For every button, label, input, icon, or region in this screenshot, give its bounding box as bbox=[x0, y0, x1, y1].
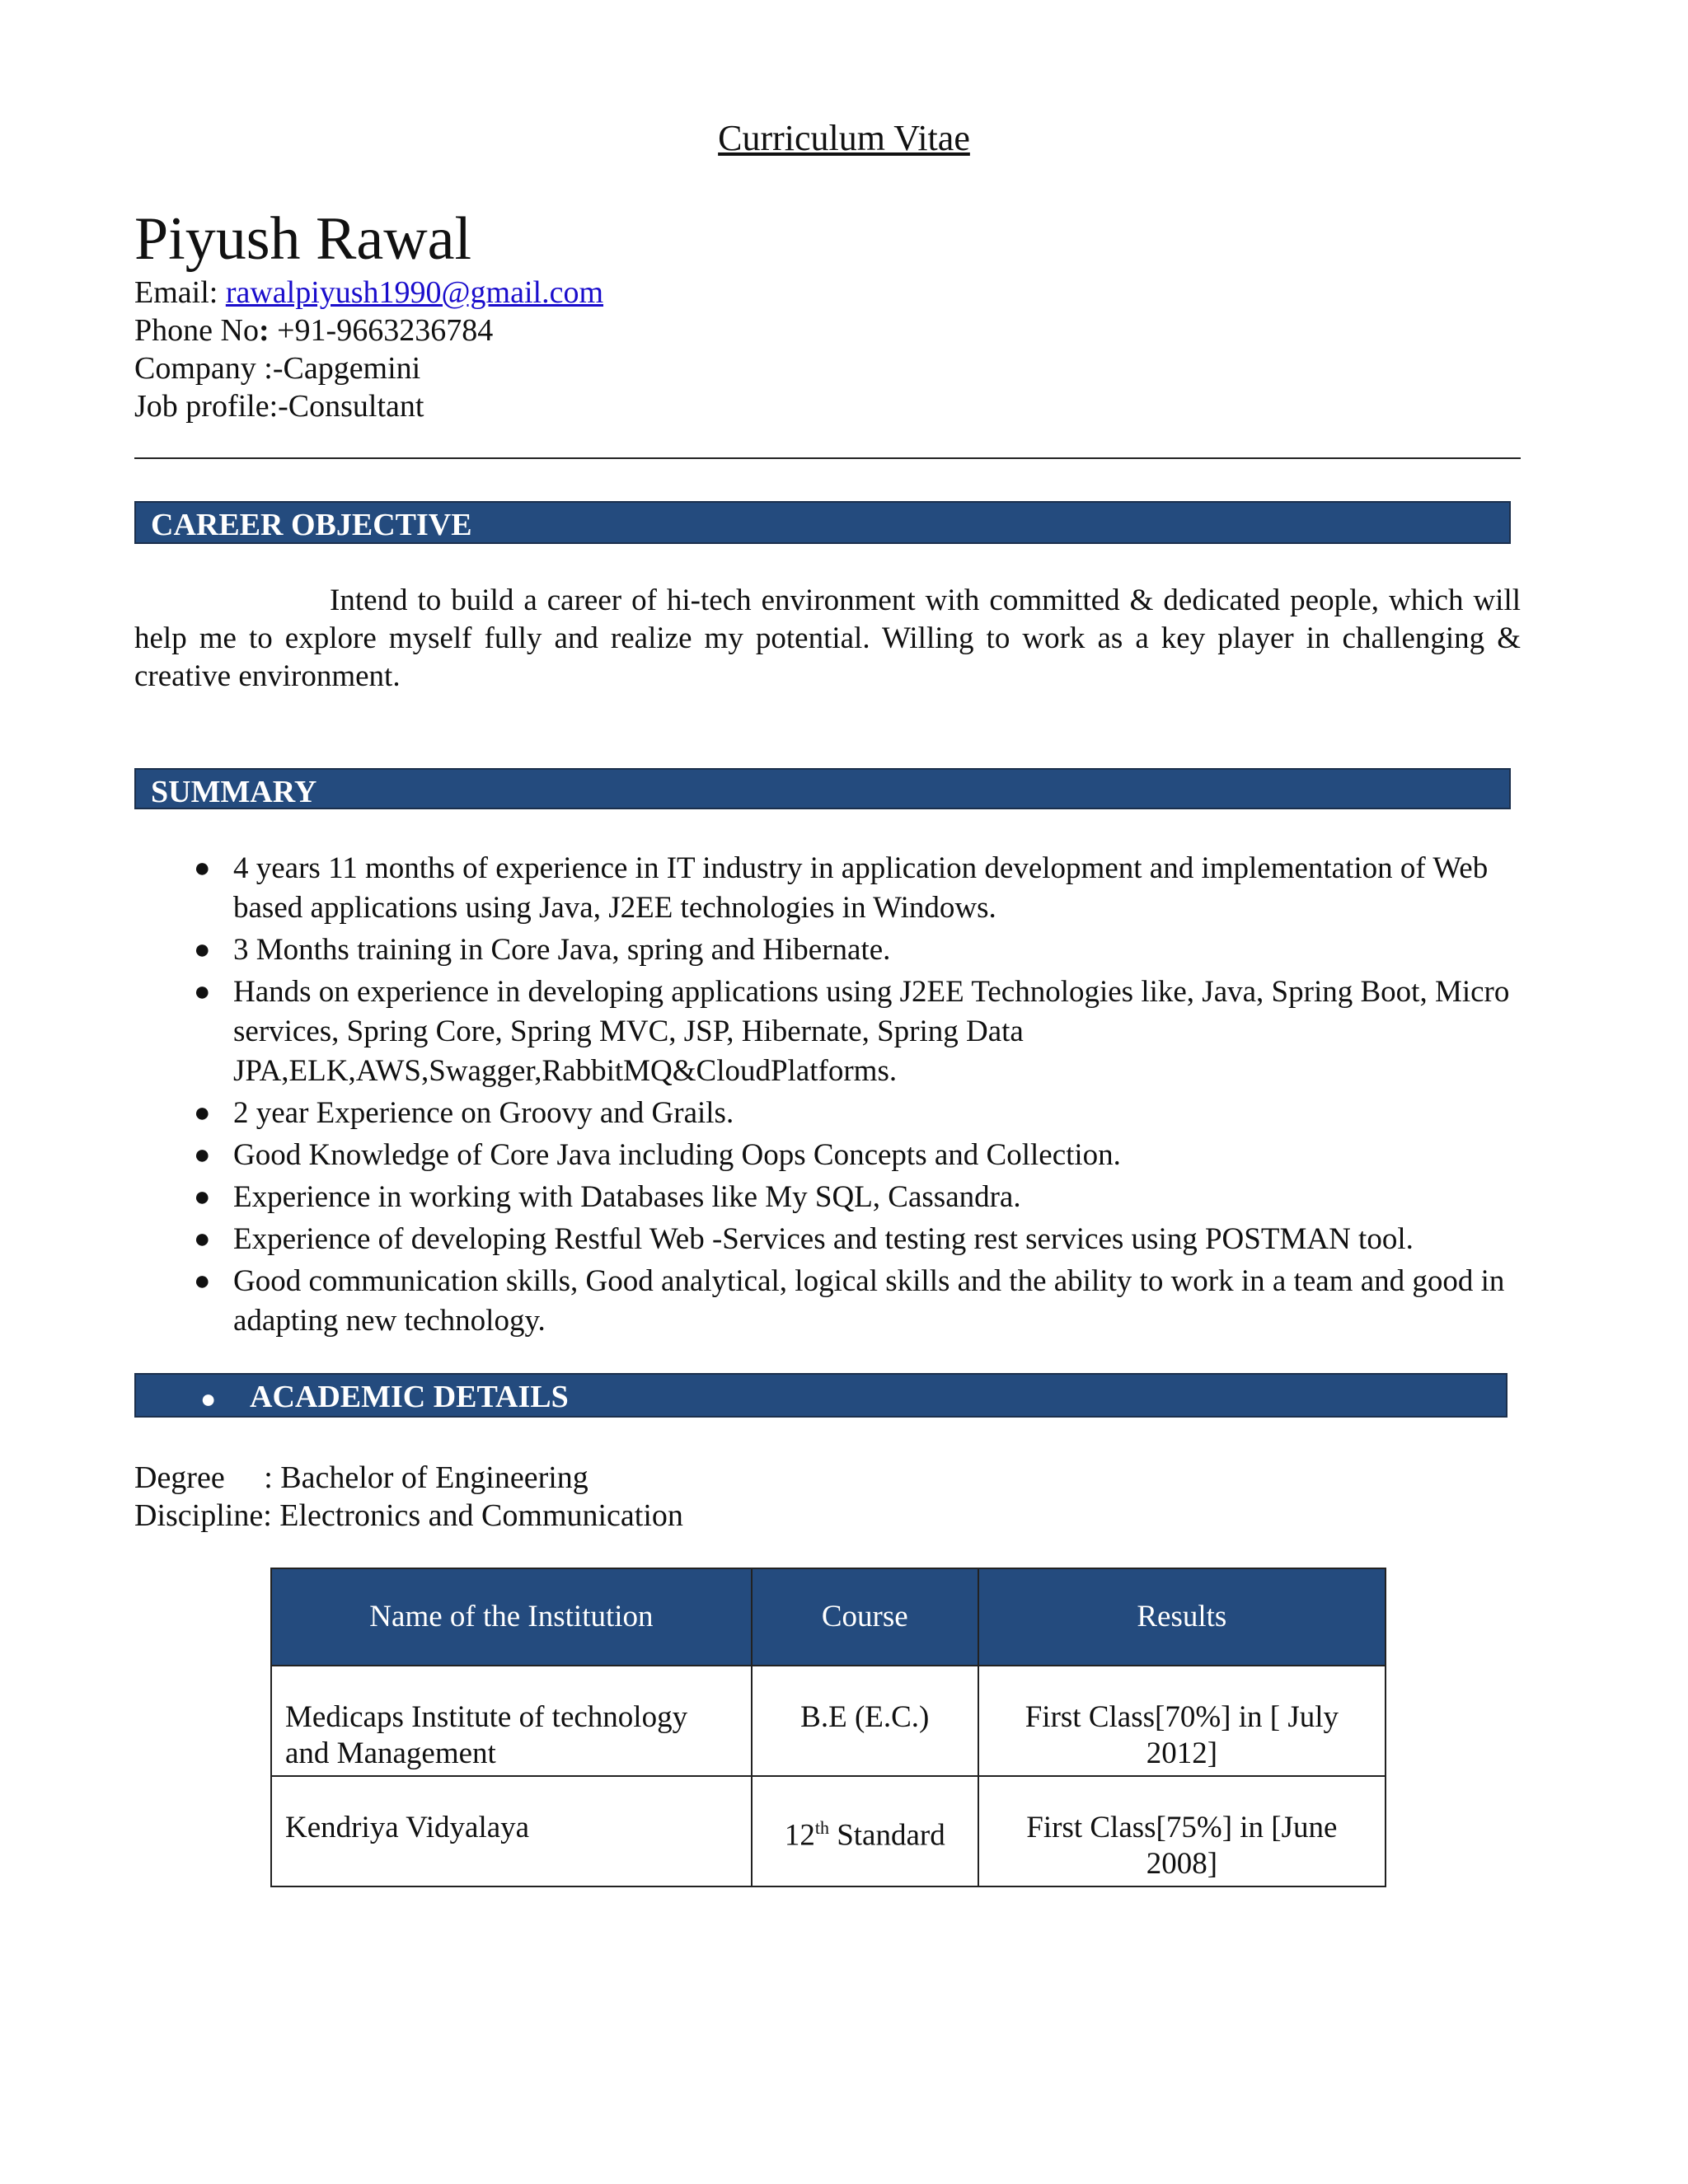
column-header-results: Results bbox=[978, 1568, 1386, 1666]
summary-title: SUMMARY bbox=[151, 775, 317, 809]
institution-cell: Kendriya Vidyalaya bbox=[271, 1776, 752, 1886]
academic-details-title: ACADEMIC DETAILS bbox=[250, 1380, 569, 1414]
result-cell: First Class[70%] in [ July 2012] bbox=[978, 1666, 1386, 1776]
list-item-text: Experience in working with Databases like My SQL, Cassandra. bbox=[233, 1180, 1021, 1214]
email-link[interactable]: rawalpiyush1990@gmail.com bbox=[225, 275, 604, 310]
job-profile-line: Job profile:-Consultant bbox=[134, 389, 424, 424]
list-item bbox=[134, 930, 1536, 970]
course-number: 12 bbox=[784, 1818, 815, 1853]
list-item bbox=[134, 1262, 1536, 1341]
company-line: Company :-Capgemini bbox=[134, 351, 421, 386]
phone-line bbox=[134, 312, 603, 349]
academic-details-heading bbox=[134, 1373, 1507, 1418]
result-cell: First Class[75%] in [June 2008] bbox=[978, 1776, 1386, 1886]
list-item bbox=[134, 972, 1536, 1091]
list-item-text: Experience of developing Restful Web -Services and testing rest services using POSTMAN tool. bbox=[233, 1222, 1414, 1256]
list-item-text: 2 year Experience on Groovy and Grails. bbox=[233, 1096, 734, 1130]
list-item-text: 4 years 11 months of experience in IT industry in application development and implementation of Web based applications using Java, J2EE technologies in Windows. bbox=[233, 851, 1489, 925]
email-label: Email: bbox=[134, 275, 226, 310]
list-item-text: Good communication skills, Good analytical, logical skills and the ability to work in a team and good in adapting new technology. bbox=[233, 1264, 1505, 1338]
list-item bbox=[134, 849, 1536, 928]
bullet-icon: ● bbox=[194, 977, 211, 1007]
phone-label: Phone No bbox=[134, 313, 259, 348]
phone-separator: : bbox=[258, 313, 278, 348]
degree-line: Degree : Bachelor of Engineering bbox=[134, 1460, 588, 1495]
bullet-icon: ● bbox=[194, 1098, 211, 1128]
bullet-icon: ● bbox=[194, 1140, 211, 1170]
table-row bbox=[271, 1776, 1386, 1886]
institution-cell: Medicaps Institute of technology and Management bbox=[271, 1666, 752, 1776]
table-header-row bbox=[271, 1568, 1386, 1666]
bullet-icon: ● bbox=[200, 1384, 217, 1413]
header-divider bbox=[134, 457, 1521, 459]
table-row bbox=[271, 1666, 1386, 1776]
course-ordinal-suffix: th bbox=[814, 1817, 829, 1838]
list-item-text: Good Knowledge of Core Java including Oops Concepts and Collection. bbox=[233, 1138, 1121, 1172]
email-line bbox=[134, 274, 603, 312]
course-cell bbox=[752, 1776, 978, 1886]
career-objective-text: Intend to build a career of hi-tech environment with committed & dedicated people, which will help me to explore myself fully and realize my potential. Willing to work as a key player in challenging & creative environment. bbox=[134, 583, 1521, 693]
bullet-icon: ● bbox=[194, 853, 211, 883]
career-objective-heading bbox=[134, 501, 1511, 544]
bullet-icon: ● bbox=[194, 935, 211, 965]
list-item bbox=[134, 1094, 1536, 1133]
list-item bbox=[134, 1136, 1536, 1175]
column-header-institution: Name of the Institution bbox=[271, 1568, 752, 1666]
course-suffix: Standard bbox=[828, 1818, 945, 1853]
summary-list bbox=[134, 849, 1536, 1343]
bullet-icon: ● bbox=[194, 1182, 211, 1212]
list-item-text: Hands on experience in developing applications using J2EE Technologies like, Java, Spring Boot, Micro services, Spring Core, Spring MVC, JSP, Hibernate, Spring Data JPA,ELK,AWS,Swagger,RabbitMQ&CloudPlatforms. bbox=[233, 975, 1510, 1088]
list-item-text: 3 Months training in Core Java, spring and Hibernate. bbox=[233, 933, 891, 967]
bullet-icon: ● bbox=[194, 1224, 211, 1254]
candidate-name: Piyush Rawal bbox=[134, 205, 472, 273]
summary-heading bbox=[134, 768, 1511, 809]
discipline-line: Discipline: Electronics and Communication bbox=[134, 1498, 683, 1533]
column-header-course: Course bbox=[752, 1568, 978, 1666]
document-title: Curriculum Vitae bbox=[718, 118, 970, 158]
bullet-icon: ● bbox=[194, 1266, 211, 1296]
list-item bbox=[134, 1178, 1536, 1217]
list-item bbox=[134, 1220, 1536, 1259]
contact-block bbox=[134, 274, 603, 425]
career-objective-title: CAREER OBJECTIVE bbox=[151, 508, 472, 542]
education-table bbox=[270, 1568, 1386, 1887]
phone-number: +91-9663236784 bbox=[277, 313, 494, 348]
course-cell: B.E (E.C.) bbox=[752, 1666, 978, 1776]
